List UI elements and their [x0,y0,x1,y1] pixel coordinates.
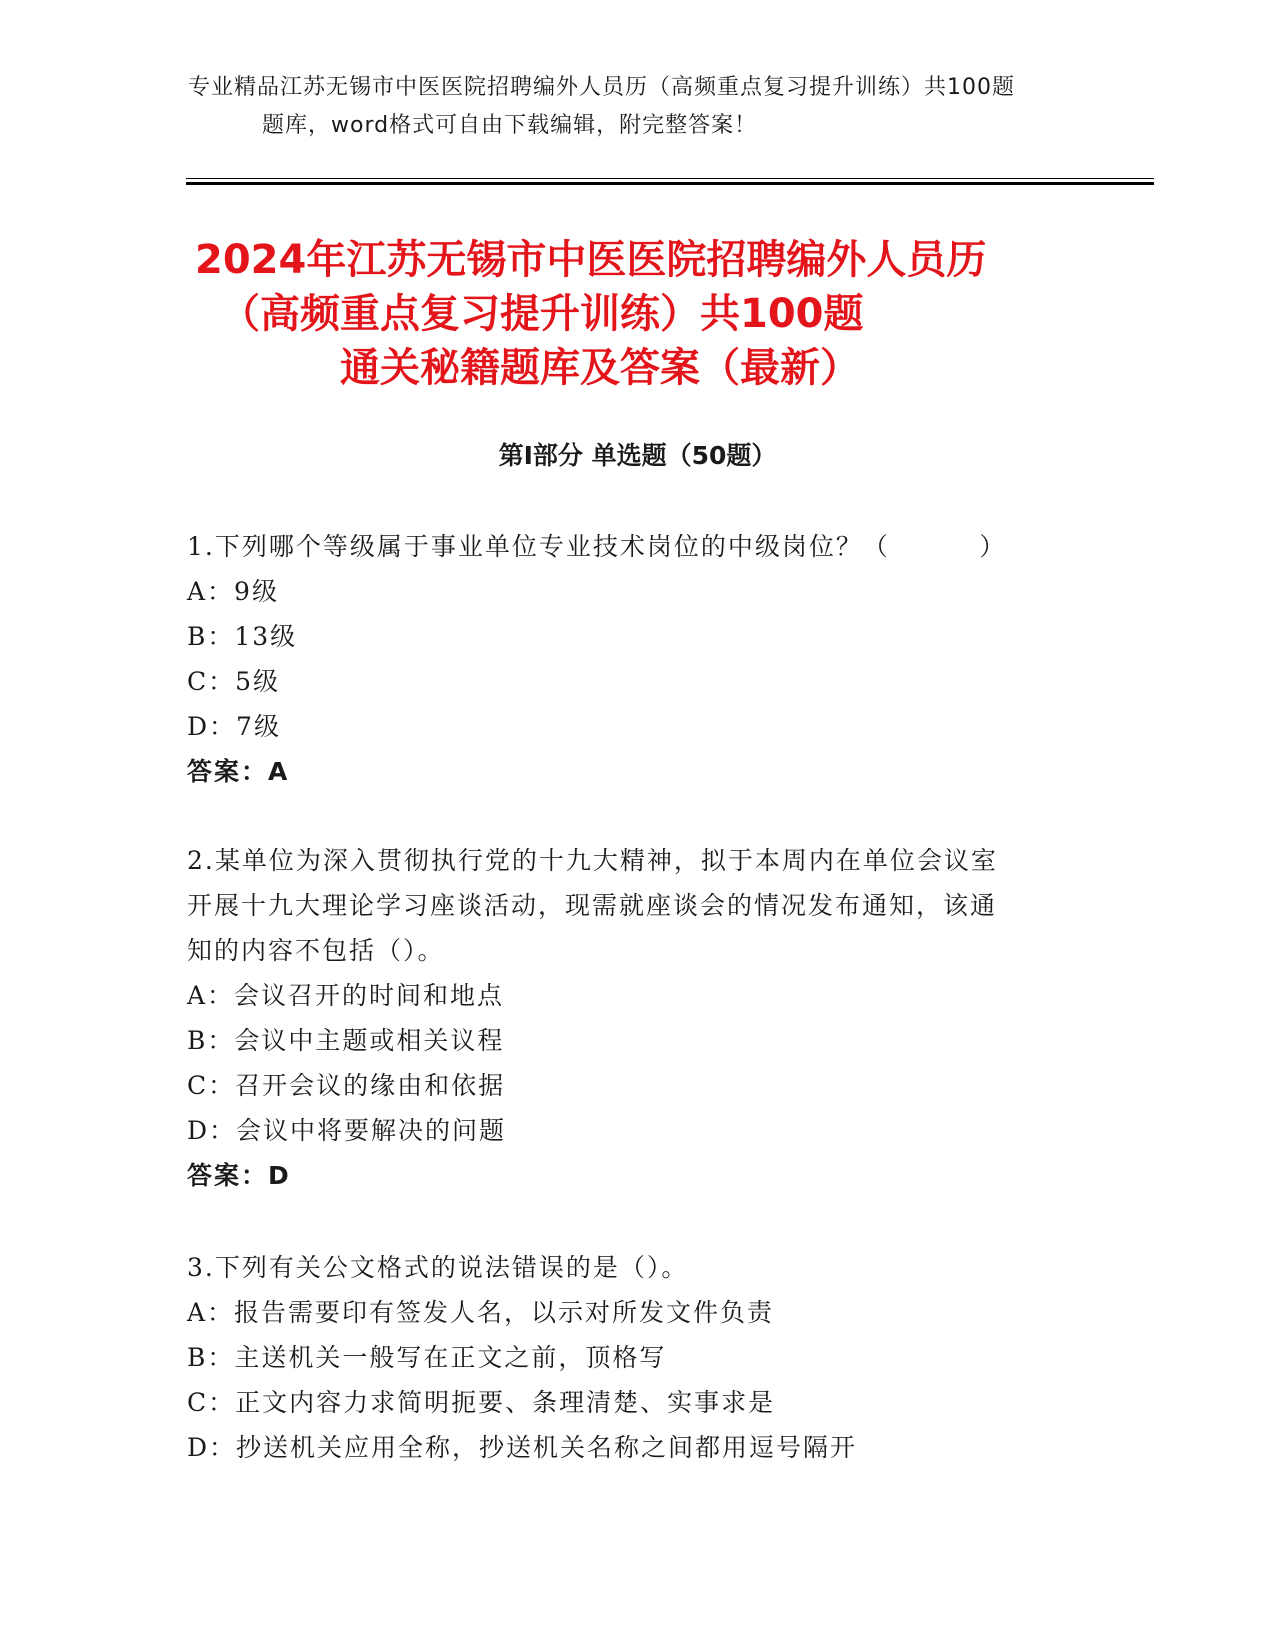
question-3 [187,1245,857,1470]
option-a: A：9级 [187,577,279,606]
title-line-3: 通关秘籍题库及答案（最新） [340,345,860,391]
option-b: B：主送机关一般写在正文之前，顶格写 [187,1343,667,1372]
option-b: B：会议中主题或相关议程 [187,1026,505,1055]
option-c: C：5级 [187,667,281,696]
header-divider-thin [186,178,1154,179]
option-b: B：13级 [187,622,298,651]
option-a: A：报告需要印有签发人名，以示对所发文件负责 [187,1298,775,1327]
answer: 答案：D [187,1161,291,1190]
option-d: D：会议中将要解决的问题 [187,1116,507,1145]
question-stem-line-1: 2.某单位为深入贯彻执行党的十九大精神，拟于本周内在单位会议室 [187,846,998,875]
option-c: C：正文内容力求简明扼要、条理清楚、实事求是 [187,1388,776,1417]
question-1 [187,524,1006,794]
option-d: D：7级 [187,712,281,741]
option-d: D：抄送机关应用全称，抄送机关名称之间都用逗号隔开 [187,1433,858,1462]
header-divider-thick [186,182,1154,185]
option-a: A：会议召开的时间和地点 [187,981,505,1010]
question-stem: 1.下列哪个等级属于事业单位专业技术岗位的中级岗位？（ ） [187,532,1007,561]
question-stem-line-3: 知的内容不包括（）。 [187,936,445,965]
header-line-1: 专业精品江苏无锡市中医医院招聘编外人员历（高频重点复习提升训练）共100题 [188,75,1015,100]
question-stem-line-2: 开展十九大理论学习座谈活动，现需就座谈会的情况发布通知，该通 [187,891,998,920]
title-line-2: （高频重点复习提升训练）共100题 [220,291,864,337]
header-line-2: 题库，word格式可自由下载编辑，附完整答案！ [262,113,758,138]
section-title: 第Ⅰ部分 单选题（50题） [498,441,777,470]
answer: 答案：A [187,757,290,786]
title-line-1: 2024年江苏无锡市中医医院招聘编外人员历 [195,237,987,283]
question-stem: 3.下列有关公文格式的说法错误的是（）。 [187,1253,689,1282]
question-2 [187,838,998,1198]
option-c: C：召开会议的缘由和依据 [187,1071,506,1100]
